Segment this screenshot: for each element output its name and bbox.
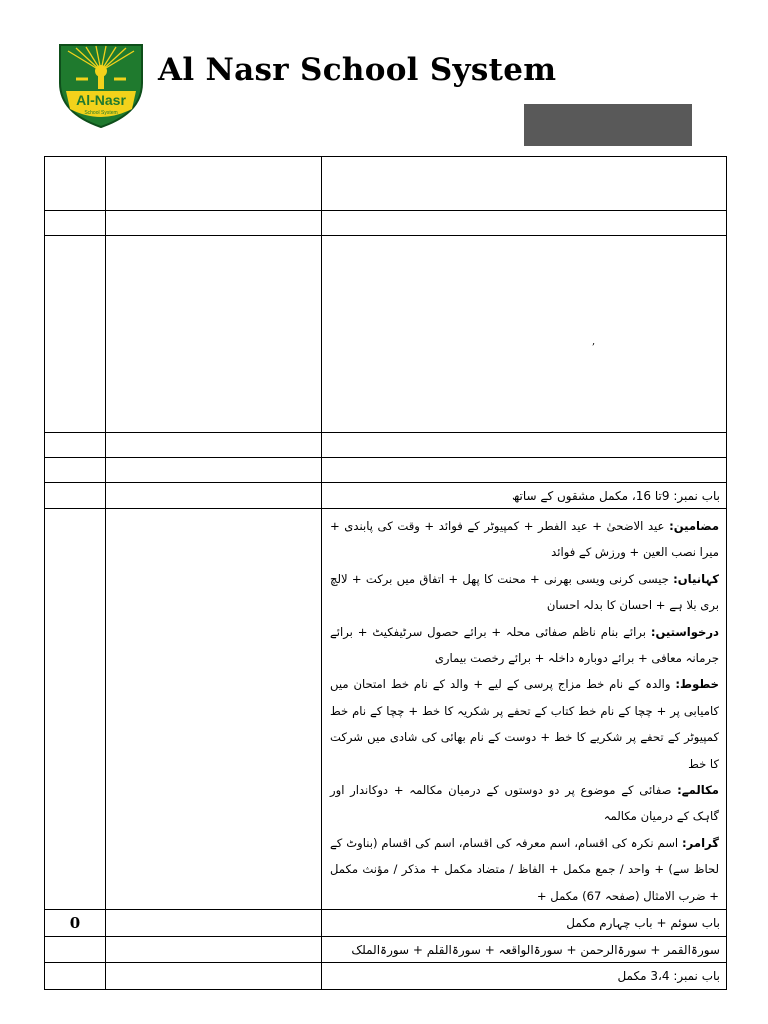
letters-item [330, 671, 719, 777]
table-row [45, 483, 727, 509]
grammar-text: اسم نکرہ کی اقسام، اسم معرفہ کی اقسام، اسم کی اقسام (بناوٹ کے لحاظ سے) + واحد / جمع مکمل + الفاظ / متضاد مکمل + مذکر / مؤنث مکمل + ضرب الامثال (صفحہ 67) مکمل + [330, 835, 719, 903]
dialogues-text: صفائی کے موضوع پر دو دوستوں کے درمیان مکالمہ + دوکاندار اور گاہک کے درمیان مکالمہ [330, 783, 719, 824]
essays-item [330, 513, 719, 566]
row-content [322, 433, 727, 458]
row-subject [106, 236, 322, 433]
table-row [45, 910, 727, 937]
school-logo [54, 39, 148, 129]
row-number [45, 211, 106, 236]
grammar-label: گرامر: [682, 835, 720, 850]
row-content [322, 211, 727, 236]
table-row [45, 963, 727, 990]
row-content: باب نمبر: 9تا 16، مکمل مشقوں کے ساتھ [322, 483, 727, 509]
row-content: باب نمبر: 3،4 مکمل [322, 963, 727, 990]
row-number [45, 509, 106, 910]
row-number [45, 157, 106, 211]
row-content: سورۃالقمر + سورۃالرحمن + سورۃالواقعہ + سورۃالقلم + سورۃالملک [322, 937, 727, 963]
row-number [45, 963, 106, 990]
logo-text: Al-Nasr [76, 92, 126, 108]
row-subject [106, 483, 322, 509]
row-content: باب سوئم + باب چہارم مکمل [322, 910, 727, 937]
applications-label: درخواستیں: [650, 624, 720, 639]
row-number [45, 433, 106, 458]
tick-mark: , [592, 336, 596, 347]
essays-text: عید الاضحیٰ + عید الفطر + کمپیوٹر کے فوائد + وقت کی پابندی + میرا نصب العین + ورزش کے فوائد [330, 519, 719, 560]
table-row [45, 157, 727, 211]
table-row [45, 458, 727, 483]
stories-text: جیسی کرنی ویسی بھرنی + محنت کا پھل + اتفاق میں برکت + لالچ بری بلا ہے + احسان کا بدلہ احسان [330, 571, 719, 613]
stories-item [330, 566, 719, 619]
letters-label: خطوط: [675, 677, 719, 692]
row-number [45, 236, 106, 433]
grammar-item [330, 830, 719, 909]
table-row [45, 211, 727, 236]
row-number [45, 483, 106, 509]
row-subject [106, 433, 322, 458]
row-subject [106, 937, 322, 963]
row-subject [106, 157, 322, 211]
table-row [45, 509, 727, 910]
syllabus-table [44, 156, 727, 990]
row-number: 0 [45, 910, 106, 937]
table-row [45, 236, 727, 433]
table-row [45, 433, 727, 458]
stories-label: کہانیاں: [673, 571, 720, 586]
row-subject [106, 963, 322, 990]
dialogues-label: مکالمے: [677, 783, 719, 798]
applications-text: برائے بنام ناظم صفائی محلہ + برائے حصول سرٹیفکیٹ + برائے جرمانہ معافی + برائے دوبارہ داخلہ + برائے رخصت بیماری [330, 624, 719, 666]
row-content [322, 458, 727, 483]
row-subject [106, 910, 322, 937]
logo-subtext: School System [84, 110, 118, 116]
dialogues-item [330, 777, 719, 830]
row-subject [106, 458, 322, 483]
row-subject [106, 211, 322, 236]
syllabus-details [322, 509, 727, 910]
essays-label: مضامین: [669, 519, 719, 533]
row-number [45, 458, 106, 483]
row-content [322, 236, 727, 433]
letters-text: والدہ کے نام خط مزاج پرسی کے لیے + والد کے نام خط امتحان میں کامیابی پر + چچا کے نام خط کتاب کے تحفے پر شکریہ کا خط + چچا کے نام خط کمپیوٹر کے تحفے پر شکریے کا خط + دوست کے نام بھائی کی شادی میں شرکت کا خط [330, 677, 719, 771]
title-box [524, 104, 692, 146]
row-content [322, 157, 727, 211]
school-name: Al Nasr School System [158, 52, 557, 88]
row-number [45, 937, 106, 963]
row-subject [106, 509, 322, 910]
applications-item [330, 619, 719, 672]
table-row [45, 937, 727, 963]
